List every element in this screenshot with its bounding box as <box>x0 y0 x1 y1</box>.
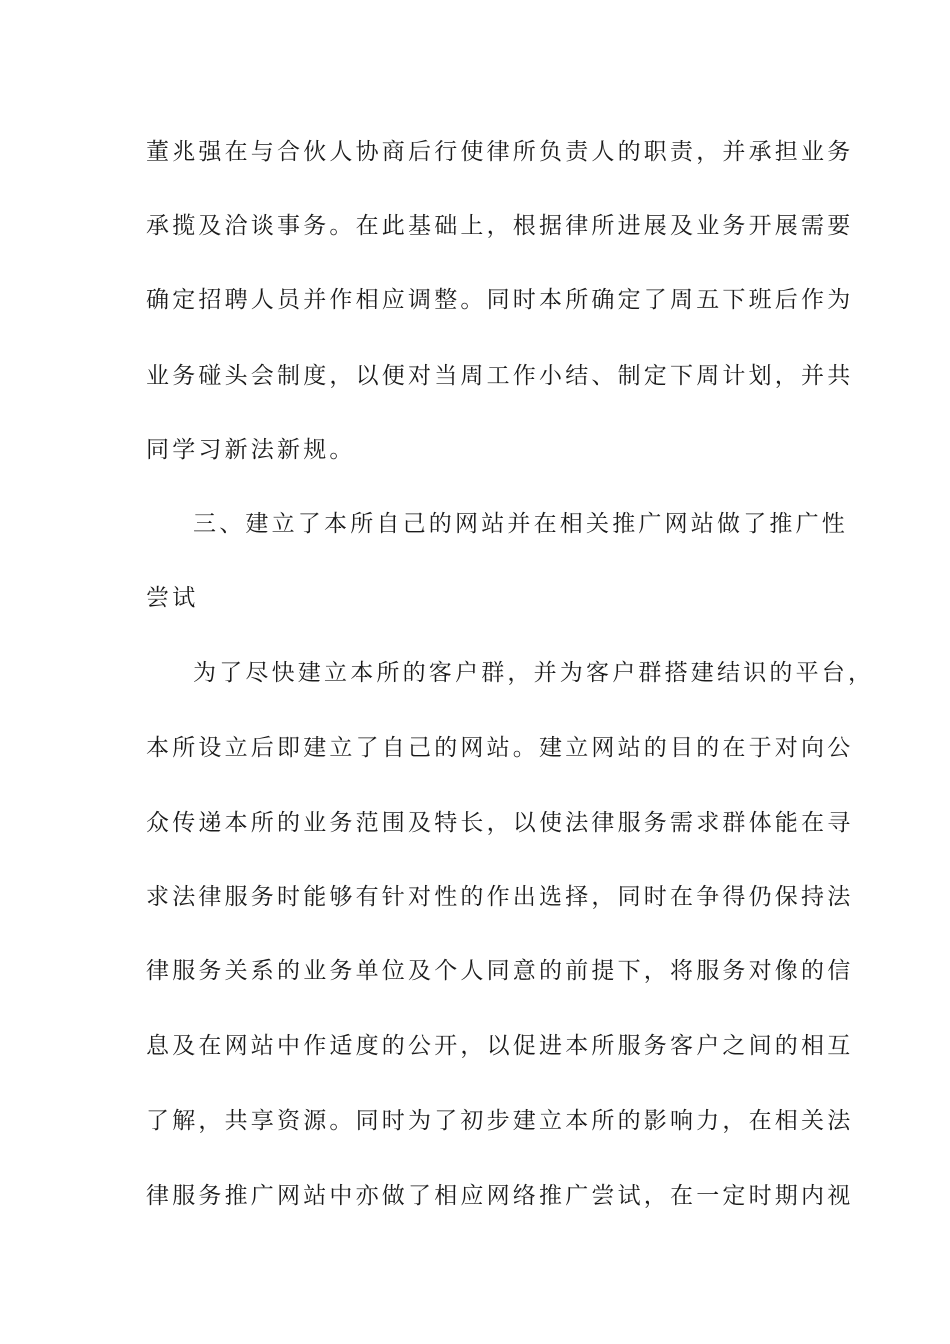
paragraph-line: 众传递本所的业务范围及特长，以使法律服务需求群体能在寻 <box>146 810 854 836</box>
section-heading-line: 三、建立了本所自己的网站并在相关推广网站做了推广性 <box>193 511 848 537</box>
paragraph-line: 同学习新法新规。 <box>146 437 356 463</box>
paragraph-line: 息及在网站中作适度的公开，以促进本所服务客户之间的相互 <box>146 1033 854 1059</box>
paragraph-line: 承揽及洽谈事务。在此基础上，根据律所进展及业务开展需要 <box>146 213 854 239</box>
paragraph-line: 律服务关系的业务单位及个人同意的前提下，将服务对像的信 <box>146 958 854 984</box>
paragraph-line: 董兆强在与合伙人协商后行使律所负责人的职责，并承担业务 <box>146 139 854 165</box>
paragraph-line: 律服务推广网站中亦做了相应网络推广尝试，在一定时期内视 <box>146 1183 854 1209</box>
paragraph-line: 业务碰头会制度，以便对当周工作小结、制定下周计划，并共 <box>146 363 854 389</box>
paragraph-line: 确定招聘人员并作相应调整。同时本所确定了周五下班后作为 <box>146 287 854 313</box>
section-heading-line: 尝试 <box>146 585 199 611</box>
paragraph-line: 为了尽快建立本所的客户群，并为客户群搭建结识的平台， <box>193 660 875 686</box>
paragraph-line: 本所设立后即建立了自己的网站。建立网站的目的在于对向公 <box>146 735 854 761</box>
paragraph-line: 求法律服务时能够有针对性的作出选择，同时在争得仍保持法 <box>146 884 854 910</box>
paragraph-line: 了解，共享资源。同时为了初步建立本所的影响力，在相关法 <box>146 1108 854 1134</box>
